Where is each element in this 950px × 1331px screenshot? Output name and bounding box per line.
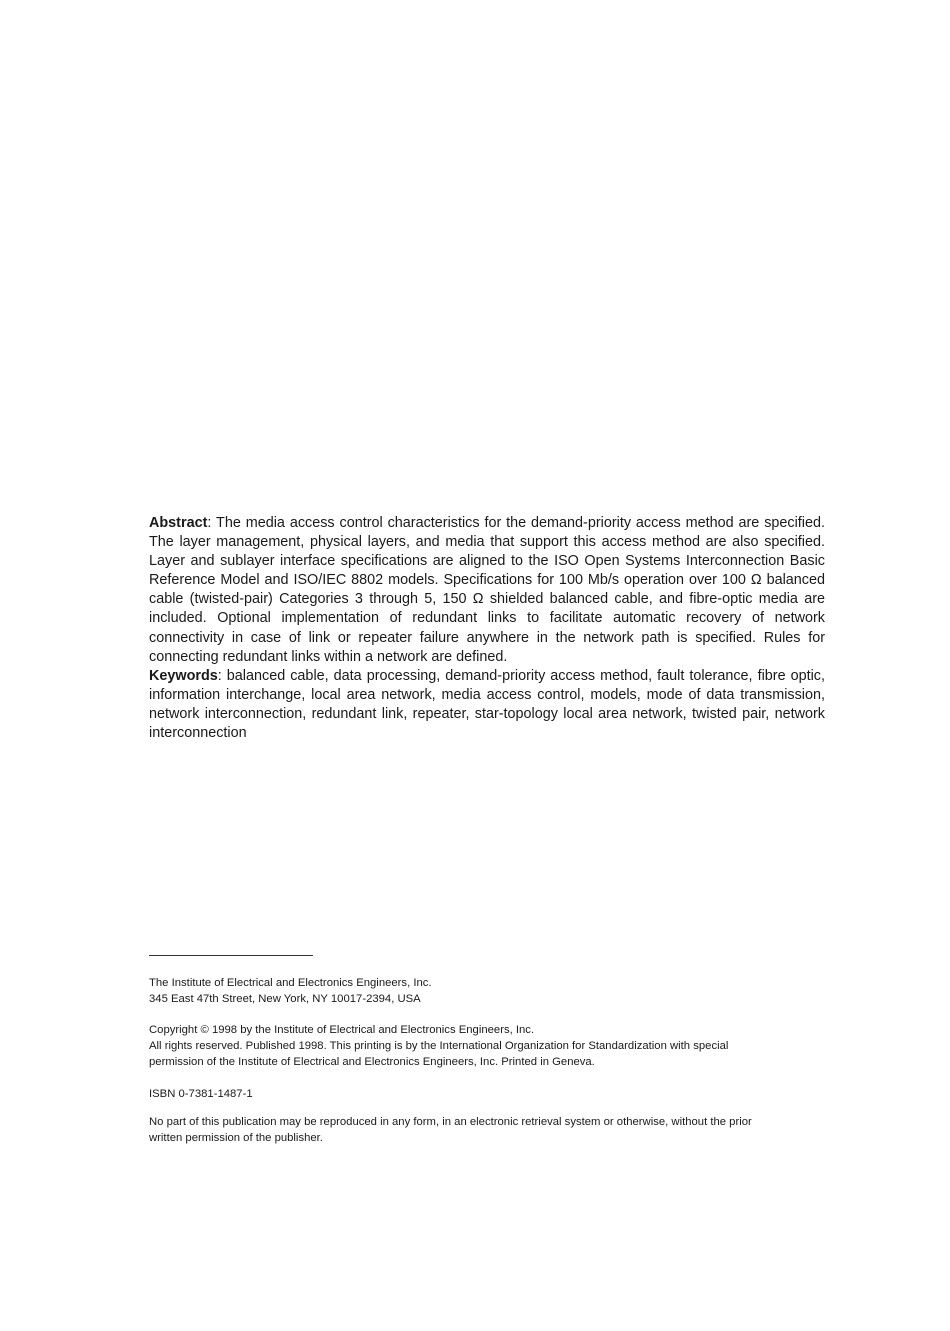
keywords-text: : balanced cable, data processing, demand-priority access method, fault tolerance, fibre optic, information interchange, local area network, media access control, models, mode of data transmission, network interconnection, redundant link, repeater, star-topology local area network, twisted pair, network interconnection xyxy=(149,667,825,742)
copyright-line-1: Copyright © 1998 by the Institute of Electrical and Electronics Engineers, Inc. xyxy=(149,1024,535,1036)
footnote-divider xyxy=(149,955,313,956)
isbn-block xyxy=(149,1087,829,1103)
abstract-paragraph xyxy=(149,514,825,667)
publisher-name: The Institute of Electrical and Electronics Engineers, Inc. xyxy=(149,977,432,989)
abstract-section xyxy=(149,514,825,743)
abstract-text: : The media access control characteristics for the demand-priority access method are specified. The layer management, physical layers, and media that support this access method are also specified. Layer and sublayer interface specifications are aligned to the ISO Open Systems Interconnection Basic Reference Model and ISO/IEC 8802 models. Specifications for 100 Mb/s operation over 100 Ω balanced cable (twisted-pair) Categories 3 through 5, 150 Ω shielded balanced cable, and fibre-optic media are included. Optional implementation of redundant links to facilitate automatic recovery of network connectivity in case of link or repeater failure anywhere in the network path is specified. Rules for connecting redundant links within a network are defined. xyxy=(149,515,825,665)
isbn-number: ISBN 0-7381-1487-1 xyxy=(149,1088,253,1100)
copyright-line-3: permission of the Institute of Electrical and Electronics Engineers, Inc. Printed in Geneva. xyxy=(149,1055,595,1068)
reproduction-notice xyxy=(149,1115,829,1147)
abstract-label: Abstract xyxy=(149,515,208,531)
notice-line-1: No part of this publication may be reproduced in any form, in an electronic retrieval system or otherwise, without the prior xyxy=(149,1116,752,1128)
notice-line-2: written permission of the publisher. xyxy=(149,1131,323,1144)
copyright-block xyxy=(149,1023,829,1070)
publisher-address: 345 East 47th Street, New York, NY 10017-2394, USA xyxy=(149,992,421,1005)
publisher-block xyxy=(149,976,829,1008)
keywords-label: Keywords xyxy=(149,667,218,684)
copyright-line-2: All rights reserved. Published 1998. This printing is by the International Organization for Standardization with special xyxy=(149,1039,729,1052)
keywords-paragraph xyxy=(149,667,825,743)
